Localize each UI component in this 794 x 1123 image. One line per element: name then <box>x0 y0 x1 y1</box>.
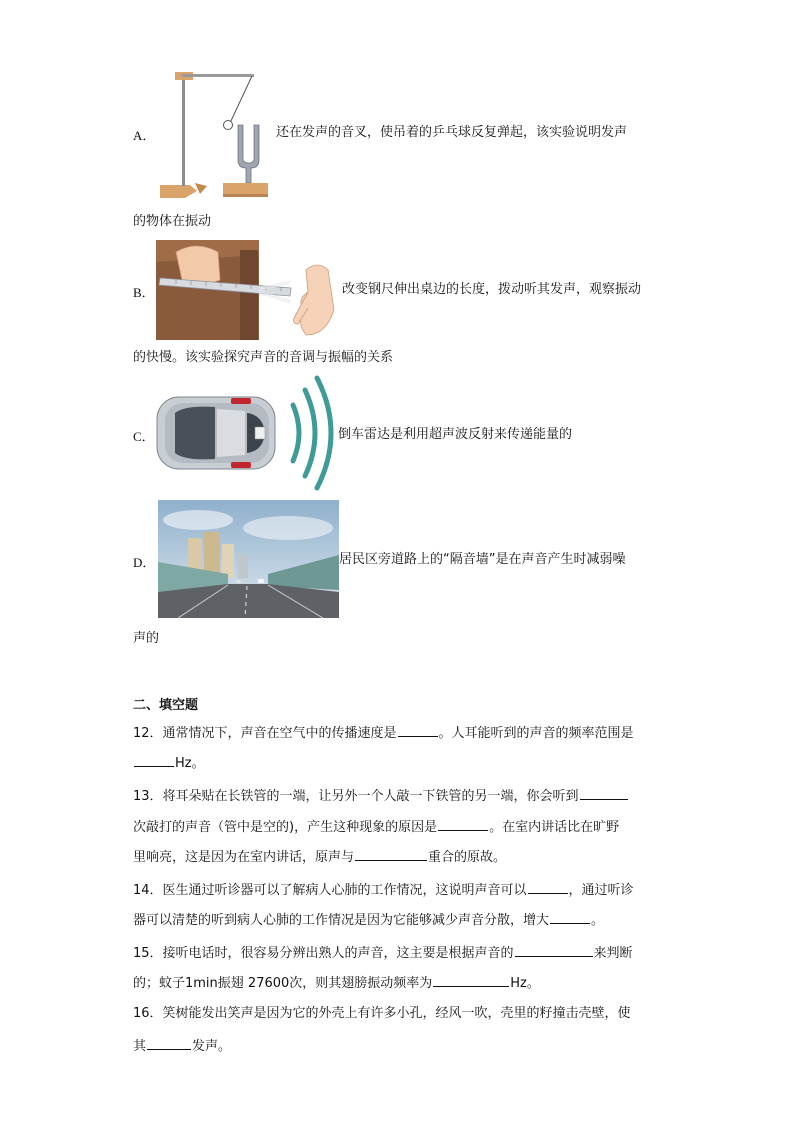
q16-text-a: 其 <box>133 1039 147 1054</box>
option-d-label: D． <box>133 555 156 570</box>
q15-text-a: 15．接听电话时，很容易分辨出熟人的声音，这主要是根据声音的 <box>133 946 514 961</box>
question-15-line1 <box>133 943 633 963</box>
q13-text-d: 里响亮，这是因为在室内讲话，原声与 <box>133 850 355 865</box>
question-13-line3 <box>133 847 506 867</box>
question-14-line2 <box>133 910 604 930</box>
q12-text-b: 。人耳能听到的声音的频率范围是 <box>438 726 634 741</box>
q15-blank-1[interactable] <box>515 943 593 957</box>
ruler-table-experiment-image <box>156 240 341 340</box>
option-a-text-line1: 还在发声的音叉，使吊着的乒乓球反复弹起，该实验说明发声 <box>276 125 628 140</box>
q13-text-e: 重合的原故。 <box>428 850 507 865</box>
question-15-line2 <box>133 973 540 993</box>
tuning-fork-experiment-image <box>155 68 270 203</box>
q14-text-a: 14．医生通过听诊器可以了解病人心肺的工作情况，这说明声音可以 <box>133 883 527 898</box>
option-b-text-line2: 的快慢。该实验探究声音的音调与振幅的关系 <box>133 350 394 365</box>
option-c-label: C． <box>133 429 155 444</box>
question-14-line1 <box>133 880 634 900</box>
q15-blank-2[interactable] <box>433 973 509 987</box>
section-title: 二、填空题 <box>133 698 199 713</box>
option-b-label: B． <box>133 285 155 300</box>
q15-text-d: Hz。 <box>510 976 540 991</box>
question-16-line2 <box>133 1036 231 1056</box>
sound-barrier-road-image <box>158 500 339 618</box>
q12-blank-1[interactable] <box>398 723 438 737</box>
q14-text-d: 。 <box>591 913 605 928</box>
q14-text-c: 器可以清楚的听到病人心肺的工作情况是因为它能够减少声音分散，增大 <box>133 913 550 928</box>
q12-text-c: Hz。 <box>175 756 205 771</box>
option-a-label: A． <box>133 128 156 143</box>
q13-blank-3[interactable] <box>355 847 427 861</box>
option-d-text-line2: 声的 <box>133 631 160 646</box>
q14-blank-1[interactable] <box>528 880 568 894</box>
option-d-text-line1: 居民区旁道路上的“隔音墙”是在声音产生时减弱噪 <box>339 552 626 567</box>
q12-blank-2[interactable] <box>134 753 174 767</box>
q12-text-a: 12．通常情况下，声音在空气中的传播速度是 <box>133 726 397 741</box>
q13-text-b: 次敲打的声音（管中是空的)，产生这种现象的原因是 <box>133 820 438 835</box>
question-16-line1: 16．笑树能发出笑声是因为它的外壳上有许多小孔，经风一吹，壳里的籽撞击壳壁，使 <box>133 1006 631 1021</box>
q13-blank-1[interactable] <box>580 786 628 800</box>
question-13-line2 <box>133 817 619 837</box>
question-12-line2 <box>133 753 205 773</box>
option-b-text-line1: 改变钢尺伸出桌边的长度，拨动听其发声，观察振动 <box>342 282 642 297</box>
reversing-radar-car-image <box>155 375 345 493</box>
q13-text-a: 13．将耳朵贴在长铁管的一端，让另外一个人敲一下铁管的另一端，你会听到 <box>133 789 579 804</box>
q15-text-b: 来判断 <box>593 946 633 961</box>
q13-blank-2[interactable] <box>438 817 488 831</box>
option-a-text-line2: 的物体在振动 <box>133 214 212 229</box>
q14-text-b: ，通过听诊 <box>568 883 634 898</box>
q16-blank-1[interactable] <box>147 1036 191 1050</box>
question-12-line1 <box>133 723 634 743</box>
q14-blank-2[interactable] <box>550 910 590 924</box>
q15-text-c: 的；蚊子1min振翅 27600次，则其翅膀振动频率为 <box>133 976 433 991</box>
q16-text-b: 发声。 <box>192 1039 232 1054</box>
option-c-text: 倒车雷达是利用超声波反射来传递能量的 <box>338 427 573 442</box>
q13-text-c: 。在室内讲话比在旷野 <box>489 820 620 835</box>
question-13-line1 <box>133 786 629 806</box>
